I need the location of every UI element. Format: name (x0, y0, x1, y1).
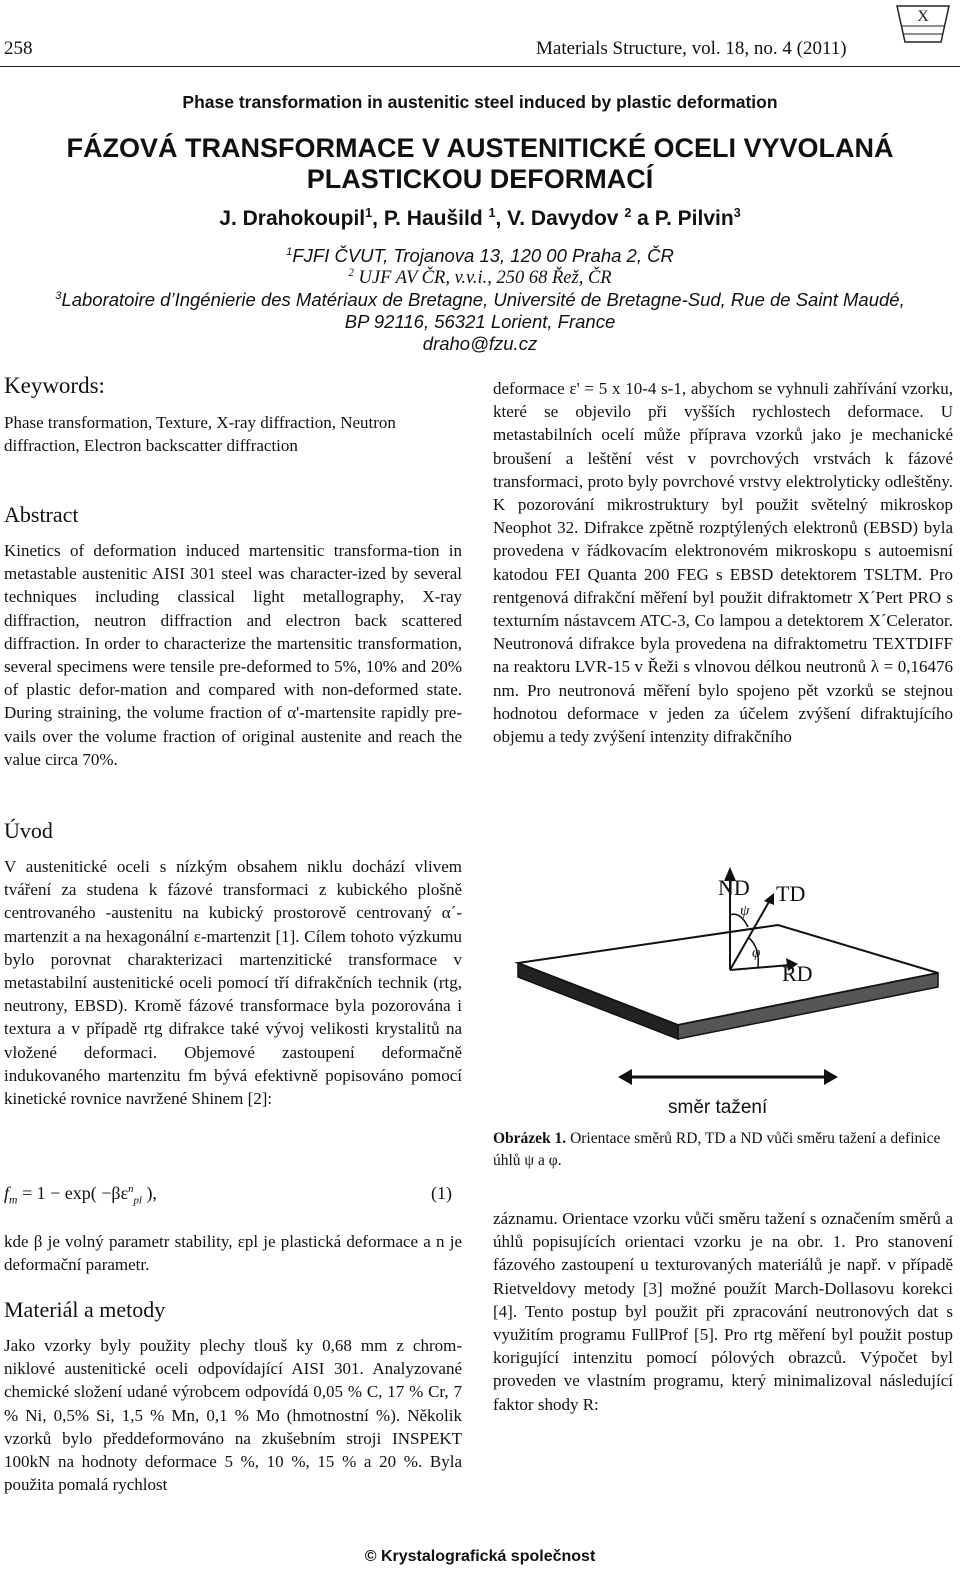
figure-1-sample-diagram (508, 855, 944, 1125)
right-column-text-bottom: záznamu. Orientace vzorku vůči směru tažení s označením směrů a úhlů popisujících orientaci vzorku je na obr. 1. Pro stanovení fázového zastoupení u texturovaných materiálů je např. v případě Rietveldovy metody [3] možné použít March-Dollasovu korekci [4]. Tento postup byl použit při zpracování neutronových dat s využitím programu FullProf [5]. Pro rtg měření byl použit postup korigující intenzitu pomocí pólových obrazců. Výpočet byl proveden ve vlastním programu, který minimalizoval následující faktor shody R: (493, 1209, 953, 1414)
abstract-heading: Abstract (4, 502, 79, 527)
title-english: Phase transformation in austenitic steel induced by plastic deformation (182, 92, 778, 112)
phi-label: φ (752, 945, 761, 961)
figure-1-caption: Obrázek 1. Orientace směrů RD, TD a ND vůči směru tažení a definice úhlů ψ a φ. (493, 1130, 941, 1169)
rd-label: RD (782, 961, 813, 986)
drawing-direction-arrow-left (618, 1069, 632, 1085)
title-czech-line-2: PLASTICKOU DEFORMACÍ (306, 164, 654, 194)
equation-number: (1) (431, 1183, 452, 1203)
drawing-direction-label: směr tažení (668, 1097, 768, 1118)
authors: J. Drahokoupil$^1$, P. Haušild $^1$, V. Davydov $^2$ a P. Pilvin$^3$ (219, 206, 741, 230)
abstract-text: Kinetics of deformation induced martensitic transforma-tion in metastable austenitic AISI 301 steel was character-ized by several techniques including classical light metallography, X-ray diffraction, neutron diffraction and electron back scattered diffraction. In order to characterize the martensitic transformation, several specimens were tensile pre-deformed to 5%, 10% and 20% of plastic defor-mation and compared with non-deformed state. During straining, the volume fraction of α'-martensite rapidly pre-vails over the volume fraction of original austenite and reach the value circa 70%. (4, 541, 462, 769)
keywords-heading: Keywords: (4, 373, 105, 398)
page-number: 258 (4, 38, 33, 59)
td-label: TD (776, 881, 806, 906)
title-czech (20, 133, 940, 195)
contact-email: draho@fzu.cz (422, 333, 538, 354)
uvod-heading: Úvod (4, 818, 53, 843)
materials-text: Jako vzorky byly použity plechy tlouš ky 0,68 mm z chrom-niklové austenitické oceli odpovídající AISI 301. Analyzované chemické složení udané výrobcem odpovídá 0,05 % C, 17 % Cr, 7 % Ni, 0,5% Si, 1,5 % Mn, 0,1 % Mo (hmotnostní %). Několik vzorků bylo předdeformováno na zkušebním stroji INSPEKT 100kN na hodnoty deformace 5 %, 10 %, 15 % a 20 %. Byla použita pomalá rychlost (4, 1336, 462, 1495)
journal-logo-icon (893, 2, 953, 46)
journal-header: Materials Structure, vol. 18, no. 4 (2011) (536, 38, 847, 59)
header-rule (0, 66, 960, 67)
affiliation-1: $^1$FJFI ČVUT, Trojanova 13, 120 00 Praha 2, ČR (286, 245, 674, 266)
footer-copyright: © Krystalografická společnost (364, 1548, 596, 1565)
affiliation-2: $^2$ UJF AV ČR, v.v.i., 250 68 Řež, ČR (348, 266, 612, 288)
materials-heading: Materiál a metody (4, 1297, 166, 1322)
after-formula-text: kde β je volný parametr stability, εpl je plastická deformace a n je deformační parametr. (4, 1232, 462, 1275)
affiliation-3: $^3$Laboratoire d’Ingénierie des Matériaux de Bretagne, Université de Bretagne-Sud, Rue de Saint Maudé, BP 92116, 56321 Lorient, France draho@fzu.cz (0, 289, 960, 355)
plate-top-face (518, 925, 938, 1025)
logo-letter: X (917, 8, 929, 25)
keywords-text: Phase transformation, Texture, X-ray diffraction, Neutron diffraction, Electron backscatter diffraction (4, 413, 396, 456)
drawing-direction-arrow-right (824, 1069, 838, 1085)
equation-1: $f_m = 1 - \exp( -\beta\varepsilon^n_{pl}$ ), (1) (4, 1183, 452, 1207)
title-czech-line-1: FÁZOVÁ TRANSFORMACE V AUSTENITICKÉ OCELI VYVOLANÁ (66, 133, 894, 163)
right-column-text-top: deformace ε' = 5 x 10-4 s-1, abychom se vyhnuli zahřívání vzorku, které se objevilo při vyšších rychlostech deformace. U metastabilních ocelí může příprava vzorků jako je mechanické broušení a leštění vést v povrchových vrstvách k fázové transformaci, proto byly povrchové vrstvy elektrolyticky odleštěny. K pozorování mikrostruktury byl použit světelný mikroskop Neophot 32. Difrakce zpětně rozptýlených elektronů (EBSD) byla provedena v řádkovacím elektronovém mikroskopu s autoemisní katodou FEI Quanta 200 FEG s EBSD detektorem TSLTM. Pro rentgenová difrakční měření byl použit difraktometr X´Pert PRO s texturním nástavcem ATC-3, Co lampou a detektorem X´Celerator. Neutronová difrakce byla provedena na difraktometru TEXTDIFF na reaktoru LVR-15 v Řeži s vlnovou délkou neutronů λ = 0,16476 nm. Pro neutronová měření bylo spojeno pět vzorků se stejnou hodnotou deformace v jeden za účelem zvýšení difraktujícího objemu a tedy zvýšení intenzity difrakčního (493, 379, 953, 747)
psi-label: ψ (740, 903, 750, 919)
nd-label: ND (718, 875, 750, 900)
uvod-text: V austenitické oceli s nízkým obsahem niklu dochází vlivem tváření za studena k fázové transformaci z kubického plošně centrovaného -austenitu na kubický prostorově centrovaný α´-martenzit a na hexagonální ε-martenzit [1]. Cílem tohoto výzkumu bylo porovnat charakterizaci martenzitické transformace v metastabilní austenitické oceli pomocí tří difrakčních technik (rtg, neutrony, EBSD). Kromě fázové transformace byla pozorována i textura a v případě rtg difrakce také vývoj velikosti krystalitů na vložené deformaci. Objemové zastoupení deformačně indukovaného martenzitu fm bývá efektivně popisováno pomocí kinetické rovnice navržené Shinem [2]: (4, 857, 462, 1109)
